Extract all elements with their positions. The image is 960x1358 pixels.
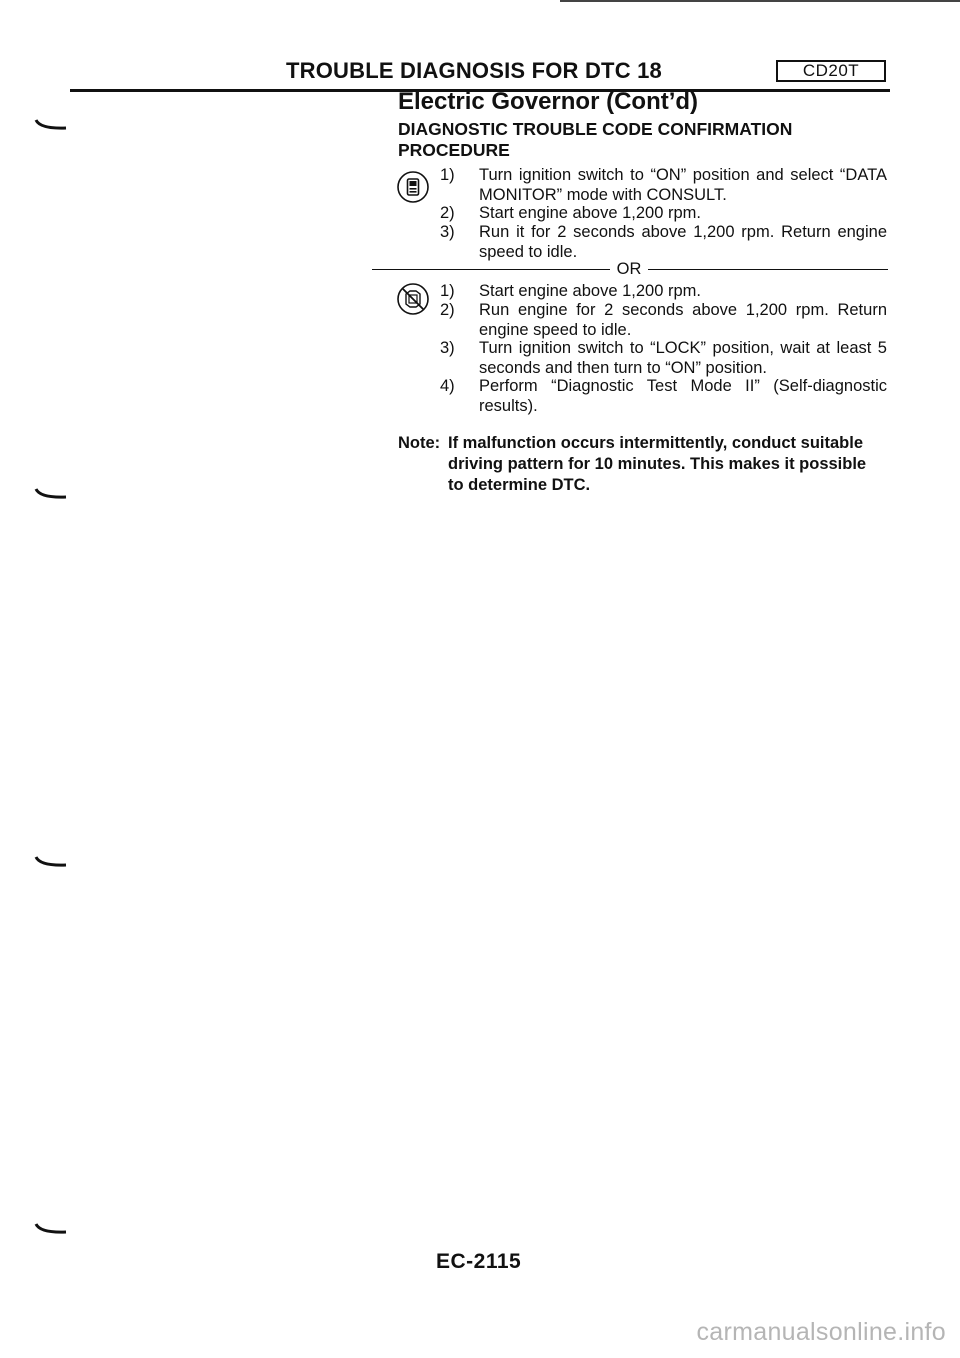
watermark-text: carmanualsonline.info (696, 1318, 946, 1346)
step-number: 4) (440, 377, 455, 395)
step-text: Turn ignition switch to “LOCK” position, wait at least 5 seconds and then turn to “ON” position. (479, 339, 887, 377)
no-tools-icon (396, 282, 430, 316)
step-text: Run it for 2 seconds above 1,200 rpm. Return engine speed to idle. (479, 223, 887, 261)
step-text: Turn ignition switch to “ON” position and select “DATA MONITOR” mode with CONSULT. (479, 166, 887, 204)
or-separator-label: OR (616, 260, 642, 278)
note-label: Note: (398, 434, 441, 452)
page-header-title: TROUBLE DIAGNOSIS FOR DTC 18 (286, 58, 662, 83)
binder-tick-icon (34, 1222, 68, 1236)
step-number: 1) (440, 282, 455, 300)
engine-code-badge: CD20T (776, 60, 886, 82)
step-number: 3) (440, 223, 455, 241)
separator-line-left (372, 269, 610, 270)
page-number: EC-2115 (436, 1250, 522, 1273)
section-title: Electric Governor (Cont’d) (398, 88, 699, 115)
binder-tick-icon (34, 855, 68, 869)
separator-line-right (648, 269, 888, 270)
binder-tick-icon (34, 118, 68, 132)
step-number: 3) (440, 339, 455, 357)
step-number: 2) (440, 204, 455, 222)
binder-tick-icon (34, 487, 68, 501)
step-number: 2) (440, 301, 455, 319)
note-text: If malfunction occurs intermittently, conduct suitable driving pattern for 10 minutes. This makes it possible to determine DTC. (448, 434, 867, 494)
step-number: 1) (440, 166, 455, 184)
consult-tester-icon (396, 170, 430, 204)
step-text: Start engine above 1,200 rpm. (479, 282, 701, 300)
step-text: Start engine above 1,200 rpm. (479, 204, 701, 222)
top-edge-line (560, 0, 960, 2)
procedure-heading: DIAGNOSTIC TROUBLE CODE CONFIRMATION PROCEDURE (398, 119, 793, 160)
step-text: Run engine for 2 seconds above 1,200 rpm. Return engine speed to idle. (479, 301, 887, 339)
step-text: Perform “Diagnostic Test Mode II” (Self-diagnostic results). (479, 377, 887, 415)
